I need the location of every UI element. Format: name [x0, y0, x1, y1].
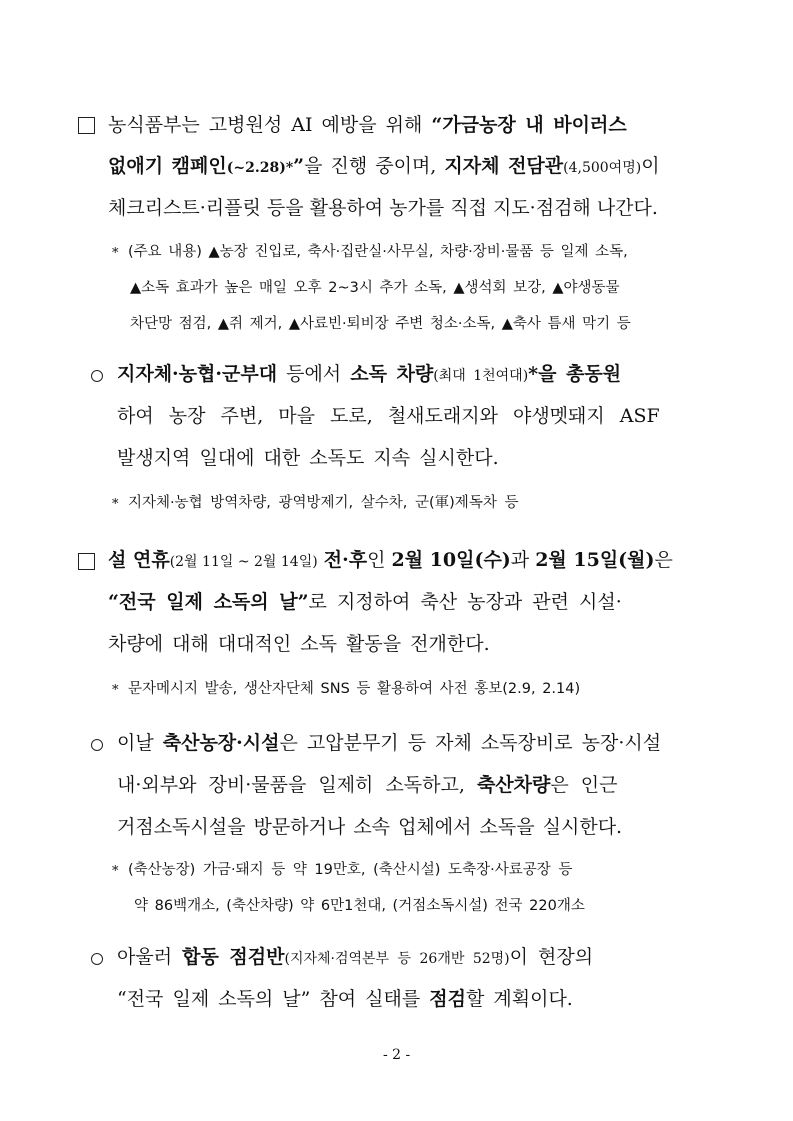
square-bullet-icon [78, 117, 95, 134]
star-icon: * [112, 246, 119, 261]
s3-line3: 차량에 대해 대대적인 소독 활동을 전개한다. [108, 633, 490, 655]
circle-bullet-icon [91, 953, 103, 965]
page-number: - 2 - [383, 1047, 411, 1063]
s1-note2: ▲소독 효과가 높은 매일 오후 2~3시 추가 소독, ▲생석회 보강, ▲야생동물 [130, 280, 620, 296]
s4-line3: 거점소독시설을 방문하거나 소속 업체에서 소독을 실시한다. [117, 816, 623, 838]
circle-bullet-icon [91, 739, 103, 751]
s3-line2: “전국 일제 소독의 날”로 지정하여 축산 농장과 관련 시설· [108, 591, 622, 613]
s1-line3: 체크리스트·리플릿 등을 활용하여 농가를 직접 지도·점검해 나간다. [108, 197, 658, 219]
s2-line3: 발생지역 일대에 대한 소독도 지속 실시한다. [117, 447, 499, 469]
circle-bullet-icon [91, 370, 103, 382]
s1-note1: (주요 내용) ▲농장 진입로, 축사·집란실·사무실, 차량·장비·물품 등 일제 소독, [128, 244, 628, 260]
s5-line2: “전국 일제 소독의 날” 참여 실태를 점검할 계획이다. [117, 988, 573, 1010]
s1-line1: 농식품부는 고병원성 AI 예방을 위해 “가금농장 내 바이러스 [108, 114, 627, 136]
s2-note1: 지자체·농협 방역차량, 광역방제기, 살수차, 군(軍)제독차 등 [128, 495, 519, 511]
star-icon: * [112, 497, 119, 512]
s4-line2: 내·외부와 장비·물품을 일제히 소독하고, 축산차량은 인근 [117, 774, 618, 796]
s1-line2: 없애기 캠페인(~2.28)*”을 진행 중이며, 지자체 전담관(4,500여명)이 [108, 155, 660, 177]
s4-line1: 이날 축산농장·시설은 고압분무기 등 자체 소독장비로 농장·시설 [117, 732, 662, 754]
s4-note1: (축산농장) 가금·돼지 등 약 19만호, (축산시설) 도축장·사료공장 등 [128, 862, 573, 878]
s1-note3: 차단망 점검, ▲쥐 제거, ▲사료빈·퇴비장 주변 청소·소독, ▲축사 틈새 막기 등 [130, 316, 631, 332]
star-icon: * [112, 864, 119, 879]
s5-line1: 아울러 합동 점검반(지자체·검역본부 등 26개반 52명)이 현장의 [117, 946, 594, 968]
s2-line1: 지자체·농협·군부대 등에서 소독 차량(최대 1천여대)*을 총동원 [117, 363, 622, 385]
s3-line1: 설 연휴(2월 11일 ~ 2월 14일) 전·후인 2월 10일(수)과 2월 15일(월)은 [108, 549, 673, 571]
s4-note2: 약 86백개소, (축산차량) 약 6만1천대, (거점소독시설) 전국 220개소 [134, 898, 585, 914]
square-bullet-icon [78, 553, 95, 570]
s2-line2: 하여 농장 주변, 마을 도로, 철새도래지와 야생멧돼지 ASF [117, 405, 660, 427]
star-icon: * [112, 683, 119, 698]
s3-note1: 문자메시지 발송, 생산자단체 SNS 등 활용하여 사전 홍보(2.9, 2.14) [128, 681, 581, 697]
